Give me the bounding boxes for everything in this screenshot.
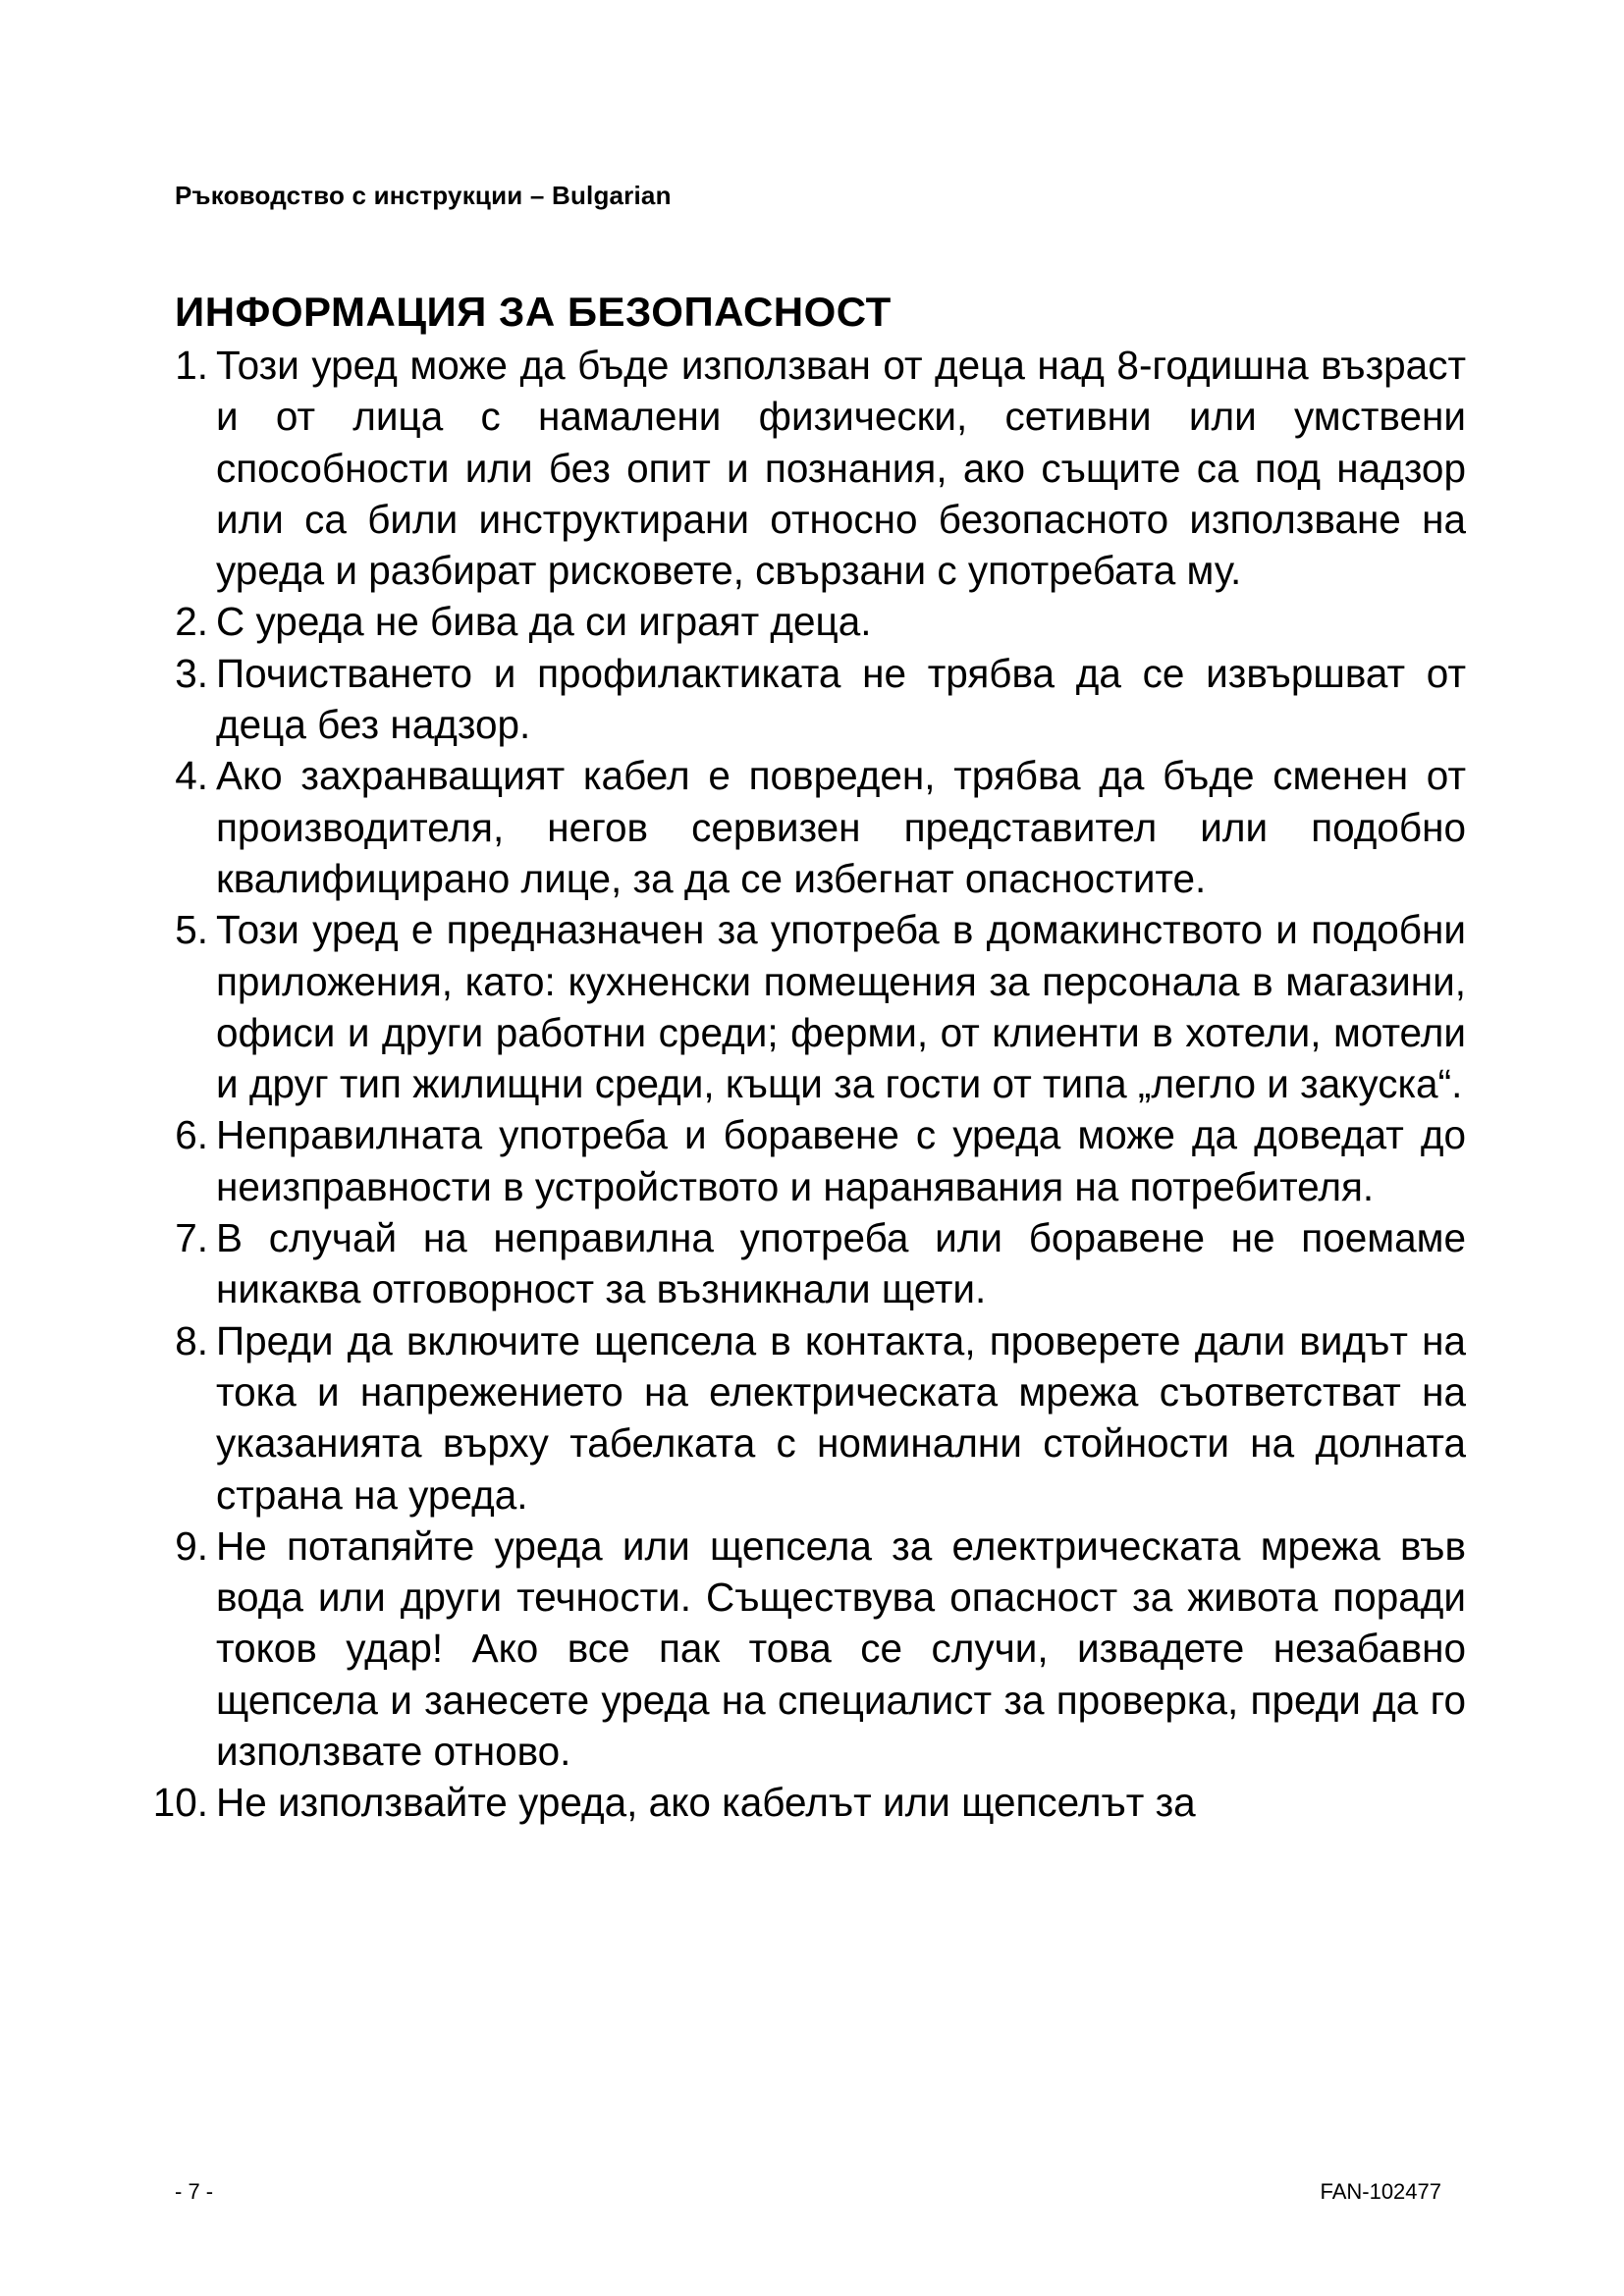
list-item bbox=[175, 596, 1466, 647]
item-number: 1. bbox=[175, 343, 208, 388]
list-item bbox=[175, 750, 1466, 904]
item-text: Преди да включите щепсела в контакта, проверете дали видът на тока и напрежението на електрическата мрежа съответстват на указанията върху табелката с номинални стойности на долната страна на уреда. bbox=[216, 1317, 1466, 1518]
item-text: Този уред може да бъде използван от деца над 8-годишна възраст и от лица с намалени физически, сетивни или умствени способности или без опит и познания, ако същите са под надзор или са били инструктирани относно безопасното използване на уреда и разбират рисковете, свързани с употребата му. bbox=[216, 343, 1466, 594]
item-text: В случай на неправилна употреба или боравене не поемаме никаква отговорност за възникнали щети. bbox=[216, 1215, 1466, 1312]
item-text: Този уред е предназначен за употреба в домакинството и подобни приложения, като: кухненски помещения за персонала в магазини, офиси и други работни среди; ферми, от клиенти в хотели, мотели и друг тип жилищни среди, къщи за гости от типа „легло и закуска“. bbox=[216, 907, 1466, 1107]
safety-list bbox=[152, 340, 1466, 1829]
item-number: 9. bbox=[175, 1522, 208, 1569]
list-item bbox=[152, 1777, 1466, 1828]
item-number: 4. bbox=[175, 753, 208, 799]
item-number: 8. bbox=[175, 1317, 208, 1363]
item-number: 2. bbox=[175, 599, 208, 645]
list-item bbox=[175, 904, 1466, 1109]
section-title: ИНФОРМАЦИЯ ЗА БЕЗОПАСНОСТ bbox=[175, 289, 892, 335]
item-number: 7. bbox=[175, 1215, 208, 1261]
item-text: Не потапяйте уреда или щепсела за електрическата мрежа във вода или други течности. Съществува опасност за живота поради токов удар! Ако все пак това се случи, извадете незабавно щепсела и занесете уреда на специалист за проверка, преди да го използвате отново. bbox=[216, 1522, 1466, 1775]
item-text: Почистването и профилактиката не трябва да се извършват от деца без надзор. bbox=[216, 650, 1466, 748]
list-item bbox=[175, 1315, 1466, 1521]
item-number: 5. bbox=[175, 907, 208, 953]
item-number: 3. bbox=[175, 650, 208, 696]
item-text: Ако захранващият кабел е повреден, трябва да бъде сменен от производителя, негов сервизен представител или подобно квалифицирано лице, за да се избегнат опасностите. bbox=[216, 753, 1466, 901]
item-text: Неправилната употреба и боравене с уреда може да доведат до неизправности в устройството и наранявания на потребителя. bbox=[216, 1112, 1466, 1209]
manual-title: Ръководство с инструкции – Bulgarian bbox=[175, 181, 672, 210]
model-code: FAN-102477 bbox=[1320, 2179, 1441, 2204]
item-number: 6. bbox=[175, 1112, 208, 1158]
list-item bbox=[175, 1521, 1466, 1777]
list-item bbox=[175, 340, 1466, 596]
item-text: С уреда не бива да си играят деца. bbox=[216, 599, 872, 645]
list-item bbox=[175, 1212, 1466, 1315]
list-item bbox=[175, 1109, 1466, 1212]
page-number: - 7 - bbox=[175, 2179, 214, 2204]
list-item bbox=[175, 648, 1466, 751]
item-text: Не използвайте уреда, ако кабелът или щепселът за bbox=[216, 1780, 1196, 1826]
item-number: 10. bbox=[152, 1780, 208, 1826]
